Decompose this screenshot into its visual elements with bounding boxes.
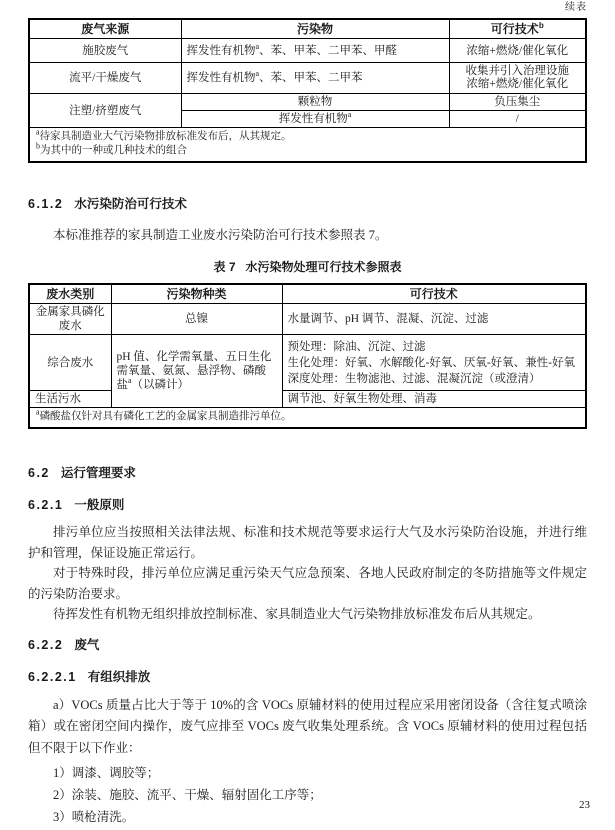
table-footnote-row xyxy=(29,408,586,429)
header-feasible-technique xyxy=(282,284,586,304)
list-item: 1）调漆、调胶等； xyxy=(53,766,160,780)
section-title: 运行管理要求 xyxy=(60,466,136,480)
header-feasible-technique xyxy=(449,19,586,39)
section-number: 6.2.1 xyxy=(28,498,64,512)
section-number: 6.1.2 xyxy=(28,197,64,211)
table-caption-title: 水污染物处理可行技术参照表 xyxy=(245,260,402,274)
paragraph: 排污单位应当按照相关法律法规、标准和技术规范等要求运行大气及水污染防治设施，并进行维护和管理，保证设施正常运行。 xyxy=(28,525,587,560)
table-row xyxy=(29,63,586,94)
footnote-text: 待家具制造业大气污染物排放标准发布后，从其规定。 xyxy=(39,131,292,142)
cell-text: 颗粒物 xyxy=(297,96,333,108)
cell-text: 金属家具磷化废水 xyxy=(35,306,105,332)
header-pollutant-type xyxy=(111,284,282,304)
list-item: 2）涂装、施胶、流平、干燥、辐射固化工序等； xyxy=(53,788,322,802)
footnote-cell xyxy=(29,128,586,163)
cell-text: 挥发性有机物 xyxy=(278,113,348,125)
footnote-marker: b xyxy=(538,21,544,30)
paragraph: 对于特殊时段，排污单位应满足重污染天气应急预案、各地人民政府制定的冬防措施等文件规定的污染防治要求。 xyxy=(28,566,587,601)
section-heading-6-2-2 xyxy=(28,638,587,653)
section-title: 一般原则 xyxy=(74,498,125,512)
cell-source xyxy=(29,63,181,94)
exhaust-gas-table xyxy=(28,18,587,163)
list-item: 3）喷枪清洗。 xyxy=(53,810,135,824)
section-number: 6.2 xyxy=(28,466,50,480)
footnote-marker: a xyxy=(36,407,40,417)
page-number: 23 xyxy=(579,799,590,811)
footnote-line xyxy=(36,407,579,424)
cell-pollutant xyxy=(181,63,449,94)
table-row xyxy=(29,304,586,335)
cell-pollutant xyxy=(181,94,449,111)
section-heading-6-2-1 xyxy=(28,498,587,513)
cell-technique xyxy=(449,63,586,94)
cell-text: 负压集尘 xyxy=(494,96,541,108)
cell-technique xyxy=(282,391,586,408)
footnote-line xyxy=(36,127,579,144)
cell-technique xyxy=(449,111,586,128)
section-number: 6.2.2 xyxy=(28,637,64,652)
cell-text: 综合废水 xyxy=(47,356,94,369)
section-6-2-1-paragraphs xyxy=(28,522,587,625)
cell-text: 收集并引入治理设施 xyxy=(465,65,569,77)
continued-table-label: 续表 xyxy=(565,2,587,13)
cell-text: 预处理：除油、沉淀、过滤 xyxy=(287,340,426,353)
table7-caption xyxy=(28,258,587,275)
section-heading-6-1-2 xyxy=(28,197,587,212)
cell-text: 挥发性有机物 xyxy=(186,44,256,57)
cell-pollutant xyxy=(181,39,449,63)
table-footnote-row xyxy=(29,128,586,163)
cell-text: 挥发性有机物 xyxy=(186,72,256,84)
section-heading-6-2-2-1 xyxy=(28,670,587,685)
cell-text: 施胶废气 xyxy=(82,44,129,57)
cell-text: 流平/干燥废气 xyxy=(69,72,142,84)
paragraph-item-a: a）VOCs 质量占比大于等于 10%的含 VOCs 原辅材料的使用过程应采用密闭设备（含往复式喷涂箱）或在密闭空间内操作，废气应排至 VOCs 废气收集处理系统。含 VOCs 原辅材料的使用过程包括但不限于以下作业： xyxy=(28,697,587,755)
cell-pollutant xyxy=(111,304,282,335)
header-label: 废气来源 xyxy=(81,22,130,36)
table-caption-label: 表 7 xyxy=(213,260,236,274)
table-header-row xyxy=(29,284,586,304)
cell-text: 总镍 xyxy=(185,313,208,325)
section-title: 有组织排放 xyxy=(87,669,151,684)
header-label: 污染物种类 xyxy=(166,287,227,301)
table-row xyxy=(29,335,586,391)
cell-source xyxy=(29,39,181,63)
cell-pollutant xyxy=(181,111,449,128)
cell-text: 注塑/挤塑废气 xyxy=(69,104,142,117)
cell-source xyxy=(29,94,181,128)
table-header-row xyxy=(29,19,586,39)
cell-text: 生化处理：好氧、水解酸化-好氧、厌氧-好氧、兼性-好氧 xyxy=(287,356,575,369)
section-title: 废气 xyxy=(74,637,100,652)
cell-text: 深度处理：生物滤池、过滤、混凝沉淀（或澄清） xyxy=(287,372,541,385)
paragraph: 待挥发性有机物无组织排放控制标准、家具制造业大气污染物排放标准发布后从其规定。 xyxy=(53,607,541,621)
cell-category xyxy=(29,391,111,408)
cell-technique xyxy=(282,335,586,391)
header-wastewater-category xyxy=(29,284,111,304)
cell-text: / xyxy=(515,113,519,125)
header-label: 污染物 xyxy=(296,22,333,36)
footnote-marker: a xyxy=(36,127,40,137)
water-pollutant-table xyxy=(28,283,587,429)
cell-text: 生活污水 xyxy=(35,393,81,405)
cell-text: （以磷计） xyxy=(131,379,190,391)
numbered-list xyxy=(28,762,587,828)
cell-category xyxy=(29,304,111,335)
footnote-marker: a xyxy=(347,110,352,120)
cell-text: 水量调节、pH 调节、混凝、沉淀、过滤 xyxy=(287,313,489,325)
cell-technique xyxy=(449,39,586,63)
table-row xyxy=(29,39,586,63)
cell-technique xyxy=(282,304,586,335)
footnote-marker: a xyxy=(128,376,132,386)
footnote-cell xyxy=(29,408,586,429)
cell-text: 、苯、甲苯、二甲苯、甲醛 xyxy=(259,44,398,57)
footnote-line xyxy=(36,141,579,158)
header-label: 可行技术 xyxy=(490,22,539,36)
cell-text: 浓缩+燃烧/催化氧化 xyxy=(466,44,569,57)
footnote-marker: b xyxy=(36,141,40,151)
cell-text: pH 值、化学需氧量、五日生化需氧量、氨氮、悬浮物、磷酸盐 xyxy=(116,351,272,391)
paragraph: 本标准推荐的家具制造工业废水污染防治可行技术参照表 7。 xyxy=(53,228,388,242)
header-pollutant xyxy=(181,19,449,39)
footnote-text: 为其中的一种或几种技术的组合 xyxy=(40,145,187,156)
cell-technique xyxy=(449,94,586,111)
section-heading-6-2 xyxy=(28,466,587,481)
cell-text: 调节池、好氧生物处理、消毒 xyxy=(287,393,437,405)
section-number: 6.2.2.1 xyxy=(28,669,77,684)
section-title: 水污染防治可行技术 xyxy=(74,197,187,211)
header-label: 可行技术 xyxy=(409,287,458,301)
footnote-marker: a xyxy=(255,41,260,51)
cell-text: 、苯、甲苯、二甲苯 xyxy=(259,72,363,84)
header-label: 废水类别 xyxy=(46,287,95,301)
table-row xyxy=(29,94,586,111)
cell-category xyxy=(29,335,111,391)
footnote-text: 磷酸盐仅针对具有磷化工艺的金属家具制造排污单位。 xyxy=(39,411,292,422)
cell-pollutant xyxy=(111,335,282,408)
header-waste-gas-source xyxy=(29,19,181,39)
footnote-marker: a xyxy=(255,69,260,79)
cell-text: 浓缩+燃烧/催化氧化 xyxy=(466,78,569,90)
